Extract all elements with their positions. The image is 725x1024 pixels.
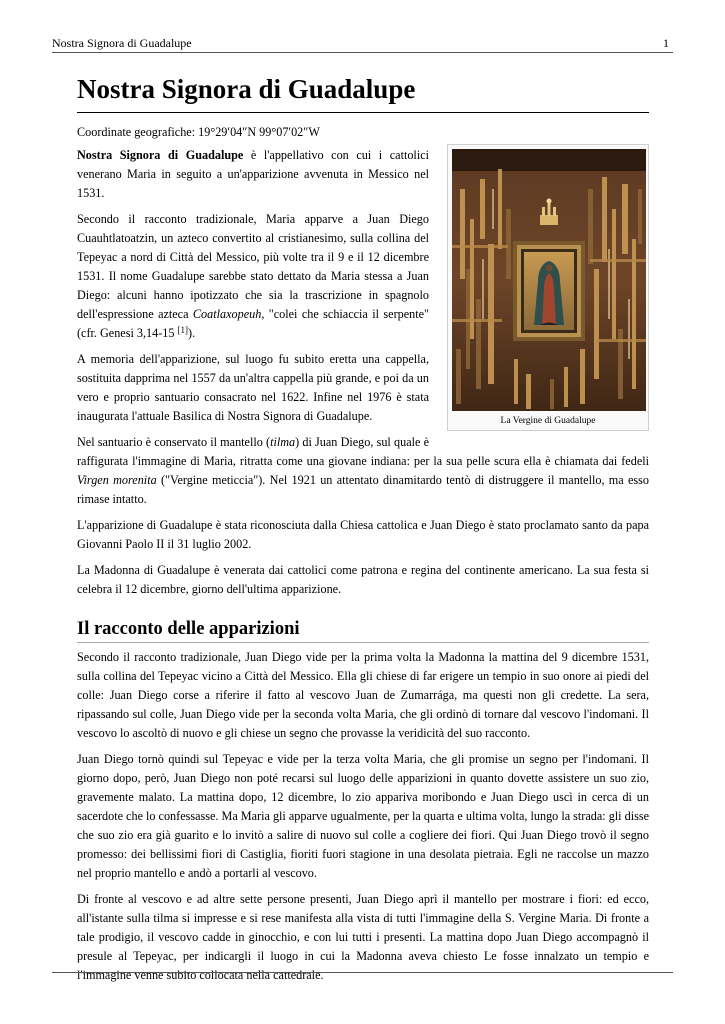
figure-caption: La Vergine di Guadalupe bbox=[500, 416, 596, 426]
apparitions-paragraph-1: Secondo il racconto tradizionale, Juan Diego vide per la prima volta la Madonna la mattina del 9 dicembre 1531, sulla collina del Tepeyac vicino a Città del Messico. Ella gli chiese di far erigere un tempio in suo onore ai piedi del colle: Juan Diego corse a riferire il fatto al vescovo Juan de Zumarrága, ma questi non gli credette. La sera, ripassando sul colle, Juan Diego vide per la seconda volta Maria, che gli ordinò di tornare dal vescovo l'indomani. Il vescovo lo ascoltò di nuovo e gli chiese un segno che provasse la veridicità del suo racconto. bbox=[77, 650, 649, 740]
coordinates-line[interactable]: Coordinate geografiche: 19°29′04″N 99°07′02″W bbox=[77, 125, 320, 139]
tilma-text-b: ) di Juan Diego, sul quale è raffigurata l'immagine di Maria, ritratta come una giovane indiana: per la sua pelle scura ella è chiamata dai fedeli bbox=[77, 435, 649, 468]
tilma-text-a: Nel santuario è conservato il mantello ( bbox=[77, 435, 271, 449]
tradition-text-c: ). bbox=[188, 326, 196, 340]
apparitions-paragraph-3: Di fronte al vescovo e ad altre sette persone presenti, Juan Diego aprì il mantello per mostrare i fiori: ed ecco, all'istante sulla tilma si impresse e si rese manifesta alla vista di tutti l'immagine della S. Vergine Maria. Di fronte a tale prodigio, il vescovo cadde in ginocchio, e con lui tutti i presenti. La mattina dopo Juan Diego accompagnò il presule al Tepeyac, per indicargli il luogo in cui la Madonna aveva chiesto Le fosse innalzato un tempio e l'immagine venne subito collocata nella cattedrale. bbox=[77, 892, 649, 982]
recognition-paragraph: L'apparizione di Guadalupe è stata riconosciuta dalla Chiesa cattolica e Juan Diego è stato proclamato santo da papa Giovanni Paolo II il 31 luglio 2002. bbox=[77, 518, 649, 551]
basilica-paragraph: A memoria dell'apparizione, sul luogo fu subito eretta una cappella, sostituita dapprima nel 1557 da un'altra cappella più grande, e poi da un vero e proprio santuario consacrato nel 1622. Infine nel 1976 è stata inaugurata l'attuale Basilica di Nostra Signora di Guadalupe. bbox=[77, 352, 429, 423]
basilica-altar-image[interactable] bbox=[452, 149, 646, 411]
article-body bbox=[77, 72, 649, 992]
page-number: 1 bbox=[663, 36, 669, 50]
tradition-text-b: , "colei che schiaccia il serpente" (cfr. Genesi 3,14-15 bbox=[77, 307, 429, 340]
footer-rule bbox=[52, 972, 673, 973]
running-title: Nostra Signora di Guadalupe bbox=[52, 36, 192, 50]
aztec-term: Coatlaxopeuh bbox=[192, 307, 262, 321]
reference-link[interactable]: [1] bbox=[177, 325, 189, 335]
thumbnail-figure[interactable] bbox=[447, 144, 649, 431]
morenita-term: Virgen morenita bbox=[77, 473, 157, 487]
tilma-term: tilma bbox=[270, 435, 296, 449]
tilma-text-c: ("Vergine meticcia"). Nel 1921 un attentato dinamitardo tentò di distruggere il mantello, ma esso rimase intatto. bbox=[77, 473, 649, 506]
section-heading: Il racconto delle apparizioni bbox=[77, 617, 649, 643]
intro-text: è l'appellativo con cui i cattolici venerano Maria in seguito a un'apparizione avvenuta in Messico nel 1531. bbox=[77, 148, 429, 200]
tradition-text-a: Secondo il racconto tradizionale, Maria apparve a Juan Diego Cuauhtlatoatzin, un azteco convertito al cristianesimo, sulla collina del Tepeyac a nord di Città del Messico, più volte tra il 9 e il 12 dicembre 1531. Il nome Guadalupe sarebbe stato dettato da Maria stessa a Juan Diego: alcuni hanno ipotizzato che sia la trascrizione in spagnolo dell'espressione azteca bbox=[77, 212, 429, 321]
patroness-paragraph: La Madonna di Guadalupe è venerata dai cattolici come patrona e regina del continente americano. La sua festa si celebra il 12 dicembre, giorno dell'ultima apparizione. bbox=[77, 563, 649, 596]
apparitions-paragraph-2: Juan Diego tornò quindi sul Tepeyac e vide per la terza volta Maria, che gli promise un segno per l'indomani. Il giorno dopo, però, Juan Diego non poté recarsi sul luogo delle apparizioni in quanto dovette assistere un suo zio, gravemente malato. La mattina dopo, 12 dicembre, lo zio appariva moribondo e Juan Diego uscì in cerca di un sacerdote che lo confessasse. Ma Maria gli apparve ugualmente, per la quarta e ultima volta, lungo la strada: gli disse che suo zio era già guarito e lo invitò a salire di nuovo sul colle a cogliere dei fiori. Qui Juan Diego trovò il segno promesso: dei bellissimi fiori di Castiglia, fioriti fuori stagione in una desolata pietraia. Egli ne raccolse un mazzo nel proprio mantello e andò a portarli al vescovo. bbox=[77, 752, 649, 880]
intro-bold-term: Nostra Signora di Guadalupe bbox=[77, 148, 244, 162]
running-header bbox=[52, 36, 673, 53]
tilma-paragraph bbox=[77, 433, 649, 509]
article-title: Nostra Signora di Guadalupe bbox=[77, 72, 649, 113]
